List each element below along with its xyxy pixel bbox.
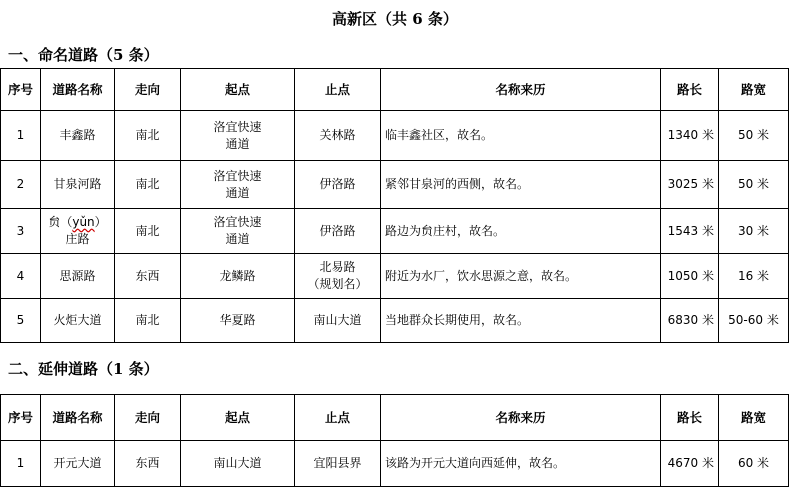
row-origin: 路边为贠庄村，故名。	[381, 209, 661, 254]
row-road-name	[41, 209, 115, 254]
pinyin-annotation: yǔn	[72, 215, 95, 229]
header-road-name: 道路名称	[41, 69, 115, 111]
row-direction: 南北	[115, 209, 181, 254]
start-line-1: 洛宜快速	[213, 119, 262, 134]
row-start: 华夏路	[181, 299, 295, 343]
header-direction: 走向	[115, 69, 181, 111]
table-row	[1, 441, 789, 487]
row-no: 5	[1, 299, 41, 343]
row-length: 1543 米	[661, 209, 719, 254]
table-header-row	[1, 395, 789, 441]
row-length: 3025 米	[661, 161, 719, 209]
table-row	[1, 161, 789, 209]
table-row	[1, 299, 789, 343]
start-line-1: 洛宜快速	[213, 215, 262, 229]
row-origin: 该路为开元大道向西延伸，故名。	[381, 441, 661, 487]
header-length: 路长	[661, 395, 719, 441]
row-road-name: 火炬大道	[41, 299, 115, 343]
start-line-2: 通道	[225, 136, 250, 151]
row-no: 3	[1, 209, 41, 254]
row-end	[295, 254, 381, 299]
row-length: 1050 米	[661, 254, 719, 299]
row-no: 2	[1, 161, 41, 209]
row-no: 1	[1, 111, 41, 161]
row-start	[181, 111, 295, 161]
header-width: 路宽	[719, 69, 789, 111]
row-end: 南山大道	[295, 299, 381, 343]
row-start	[181, 209, 295, 254]
start-line-2: 通道	[225, 185, 250, 200]
row-start: 龙鳞路	[181, 254, 295, 299]
table-header-row	[1, 69, 789, 111]
row-width: 60 米	[719, 441, 789, 487]
row-width: 16 米	[719, 254, 789, 299]
header-no: 序号	[1, 395, 41, 441]
road-name-line-1: 贠（yǔn）	[48, 215, 107, 229]
row-road-name: 思源路	[41, 254, 115, 299]
row-width: 50-60 米	[719, 299, 789, 343]
row-origin: 附近为水厂，饮水思源之意，故名。	[381, 254, 661, 299]
header-origin: 名称来历	[381, 395, 661, 441]
section-title-extended-roads: 二、延伸道路（1 条）	[8, 360, 159, 378]
header-length: 路长	[661, 69, 719, 111]
section-title-named-roads: 一、命名道路（5 条）	[8, 46, 159, 64]
header-end: 止点	[295, 69, 381, 111]
row-origin: 当地群众长期使用，故名。	[381, 299, 661, 343]
row-direction: 南北	[115, 299, 181, 343]
row-road-name: 开元大道	[41, 441, 115, 487]
row-width: 30 米	[719, 209, 789, 254]
row-origin: 紧邻甘泉河的西侧，故名。	[381, 161, 661, 209]
header-direction: 走向	[115, 395, 181, 441]
row-length: 1340 米	[661, 111, 719, 161]
row-end: 伊洛路	[295, 209, 381, 254]
table-row	[1, 111, 789, 161]
row-road-name: 丰鑫路	[41, 111, 115, 161]
row-road-name: 甘泉河路	[41, 161, 115, 209]
road-name-line-2: 庄路	[65, 232, 90, 246]
row-origin: 临丰鑫社区，故名。	[381, 111, 661, 161]
table-row	[1, 254, 789, 299]
page-title: 高新区（共 6 条）	[332, 10, 458, 28]
extended-roads-table	[0, 394, 789, 487]
row-end: 宜阳县界	[295, 441, 381, 487]
row-direction: 南北	[115, 161, 181, 209]
header-width: 路宽	[719, 395, 789, 441]
row-start	[181, 161, 295, 209]
header-end: 止点	[295, 395, 381, 441]
named-roads-table	[0, 68, 789, 343]
start-line-1: 洛宜快速	[213, 168, 262, 183]
row-start: 南山大道	[181, 441, 295, 487]
row-length: 6830 米	[661, 299, 719, 343]
row-width: 50 米	[719, 161, 789, 209]
row-no: 4	[1, 254, 41, 299]
end-line-1: 北易路	[319, 260, 356, 274]
row-end: 伊洛路	[295, 161, 381, 209]
header-start: 起点	[181, 395, 295, 441]
row-length: 4670 米	[661, 441, 719, 487]
start-line-2: 通道	[225, 232, 250, 246]
header-no: 序号	[1, 69, 41, 111]
header-start: 起点	[181, 69, 295, 111]
header-origin: 名称来历	[381, 69, 661, 111]
row-direction: 南北	[115, 111, 181, 161]
table-row	[1, 209, 789, 254]
row-end: 关林路	[295, 111, 381, 161]
end-line-2: （规划名）	[307, 277, 368, 291]
row-no: 1	[1, 441, 41, 487]
header-road-name: 道路名称	[41, 395, 115, 441]
row-direction: 东西	[115, 441, 181, 487]
row-width: 50 米	[719, 111, 789, 161]
row-direction: 东西	[115, 254, 181, 299]
